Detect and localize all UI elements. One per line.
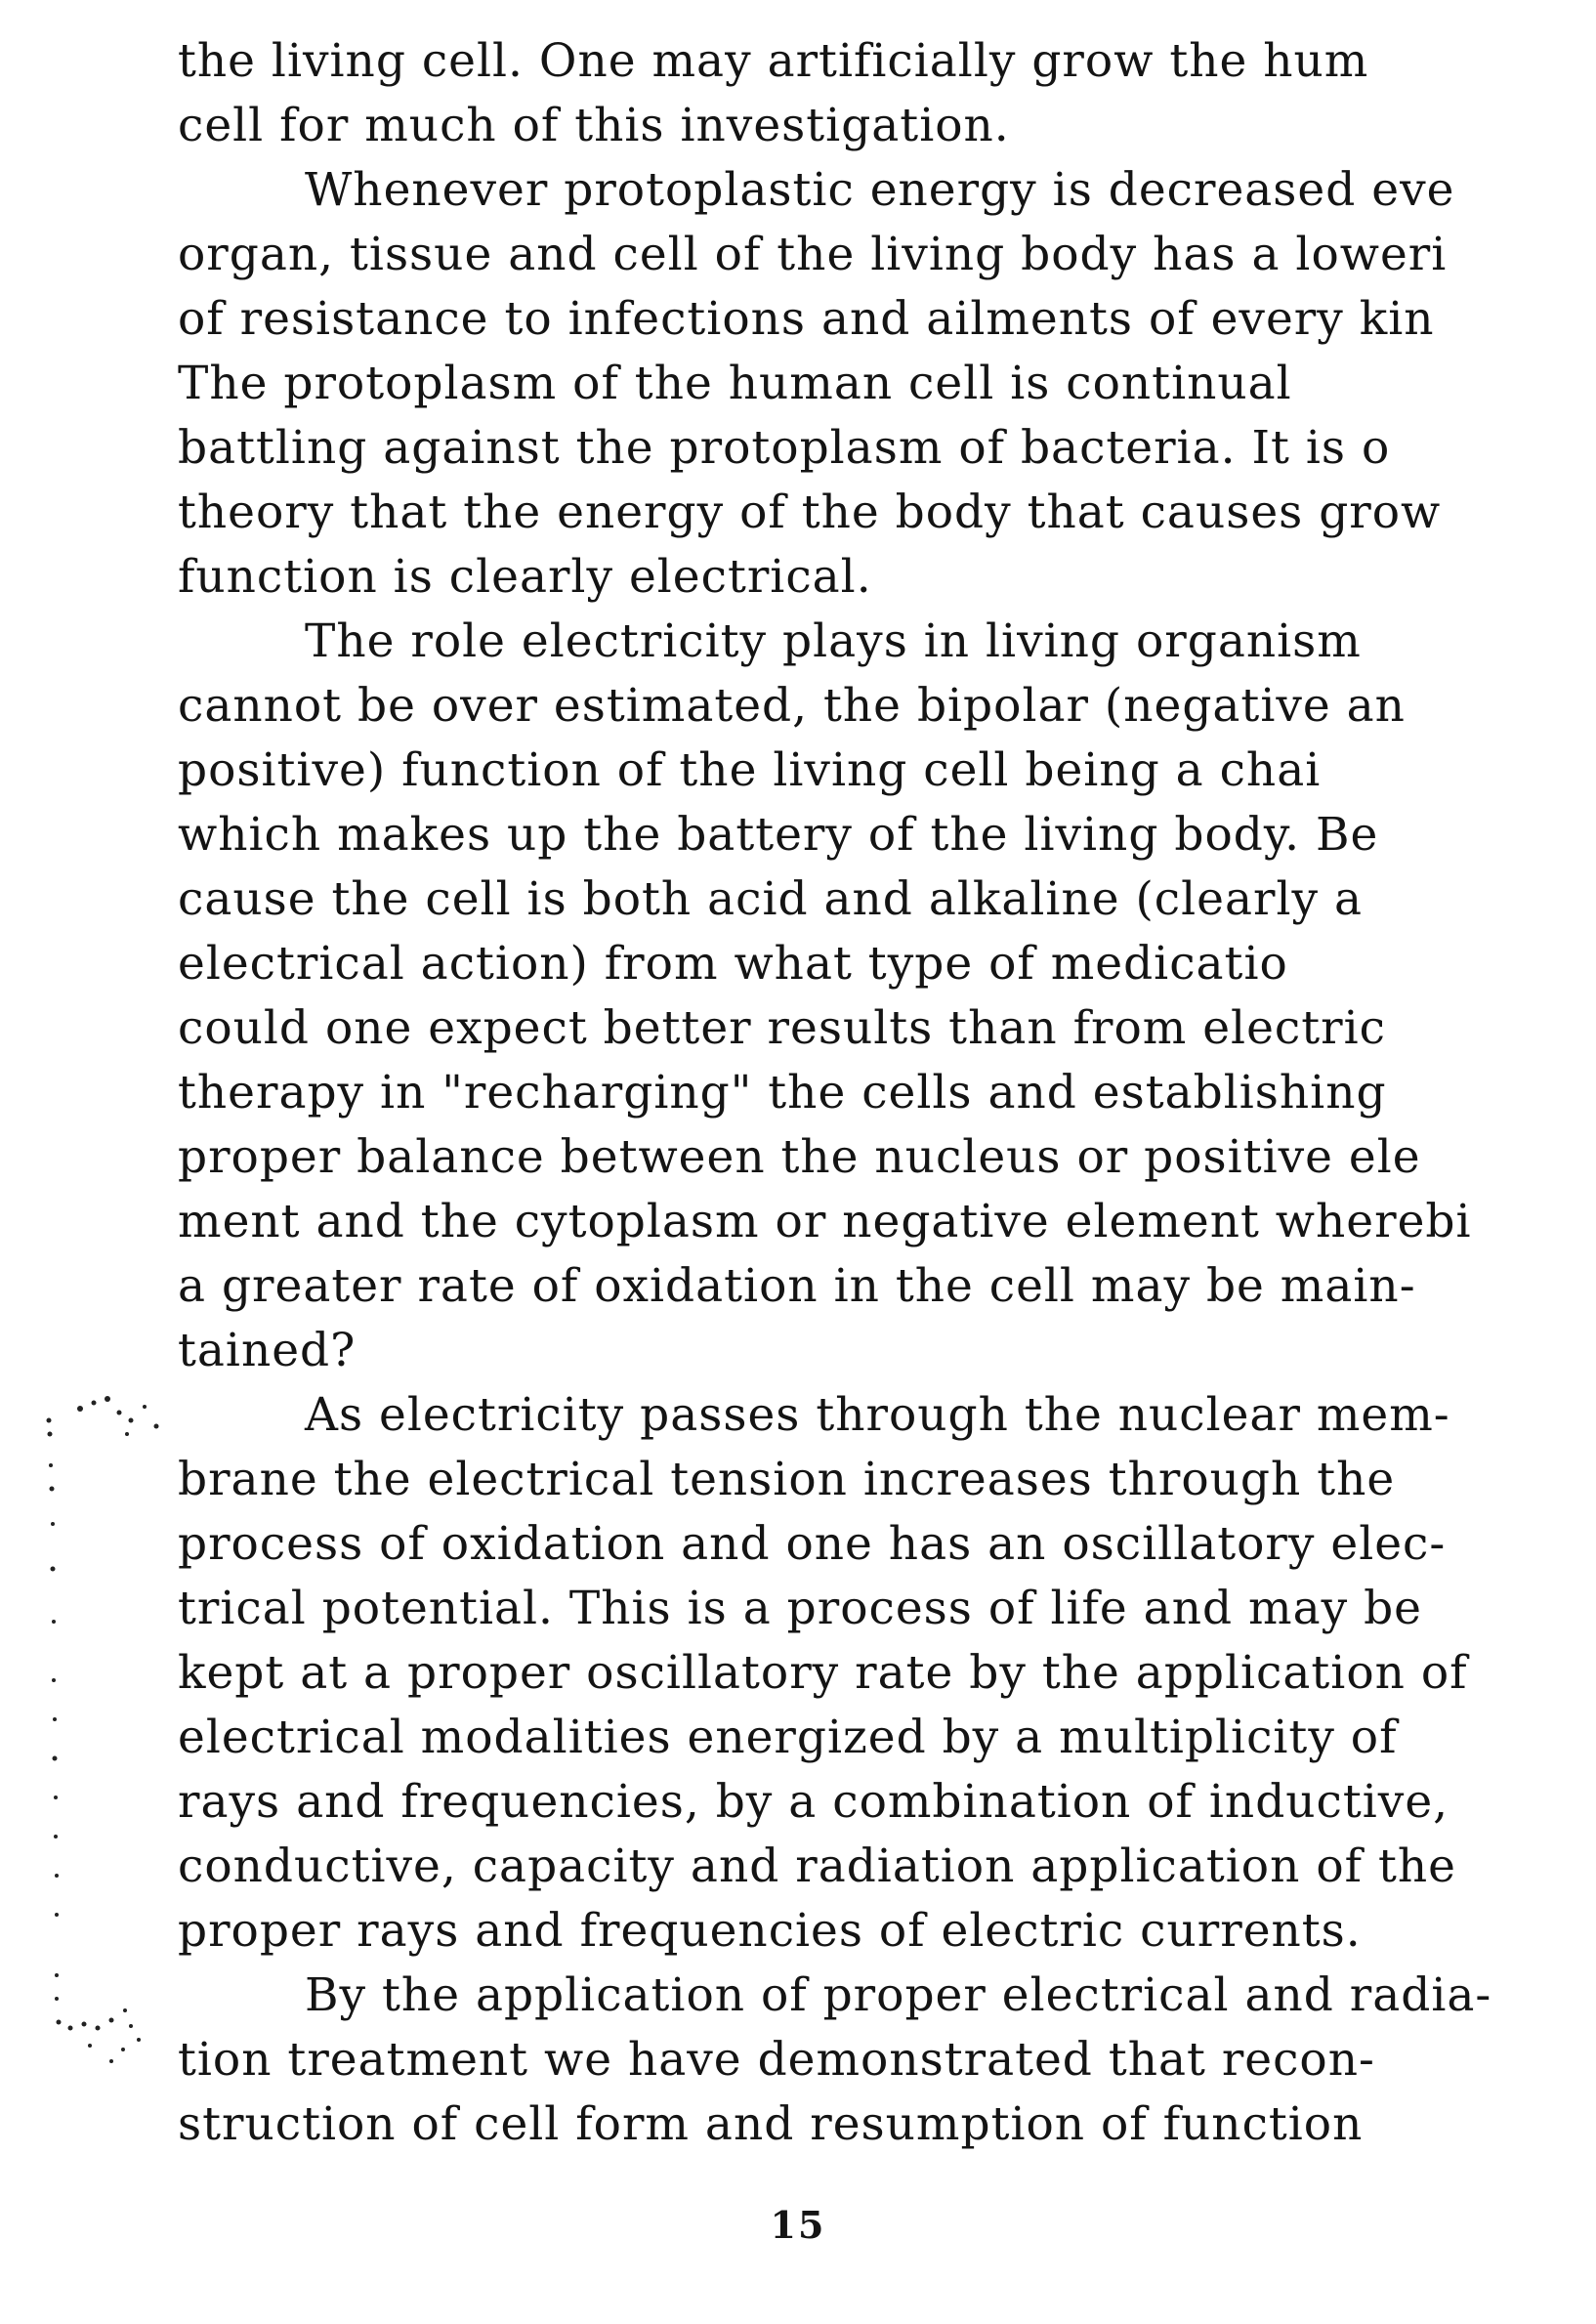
text-line: of resistance to infections and ailments of every kin [178,292,1435,346]
text-line: proper rays and frequencies of electric currents. [178,1904,1362,1958]
margin-pencil-mark-lower [29,1964,137,2100]
text-line: electrical modalities energized by a multiplicity of [178,1711,1398,1764]
text-line: battling against the protoplasm of bacteria. It is o [178,421,1391,475]
text-line: tion treatment we have demonstrated that recon- [178,2033,1375,2087]
paragraph-start-line: The role electricity plays in living organism [305,614,1362,668]
text-line: a greater rate of oxidation in the cell may be main- [178,1259,1416,1313]
text-line: brane the electrical tension increases through the [178,1453,1396,1506]
text-line: tained? [178,1324,357,1377]
text-line: the living cell. One may artificially grow the hum [178,34,1369,88]
text-line: cause the cell is both acid and alkaline (clearly a [178,872,1364,926]
text-line: therapy in "recharging" the cells and establishing [178,1066,1387,1120]
text-line: function is clearly electrical. [178,550,872,604]
margin-pencil-mark-upper [29,1387,137,1954]
text-line: struction of cell form and resumption of function [178,2097,1364,2151]
text-line: kept at a proper oscillatory rate by the application of [178,1646,1468,1700]
text-line: conductive, capacity and radiation application of the [178,1839,1456,1893]
paragraph-start-line: Whenever protoplastic energy is decreased eve [305,163,1455,217]
body-text [178,29,1565,2157]
page-number: 15 [770,2203,826,2247]
text-line: electrical action) from what type of medicatio [178,937,1288,991]
text-line: cell for much of this investigation. [178,99,1010,152]
text-line: process of oxidation and one has an oscillatory elec- [178,1517,1447,1571]
text-line: could one expect better results than from electric [178,1001,1386,1055]
text-line: trical potential. This is a process of life and may be [178,1582,1422,1635]
text-line: ment and the cytoplasm or negative element wherebi [178,1195,1472,1248]
text-line: proper balance between the nucleus or positive ele [178,1130,1421,1184]
paragraph-start-line: By the application of proper electrical and radia- [305,1968,1492,2022]
text-line: which makes up the battery of the living body. Be [178,808,1379,862]
text-line: rays and frequencies, by a combination of inductive, [178,1775,1449,1829]
text-line: The protoplasm of the human cell is continual [178,357,1292,410]
text-line: theory that the energy of the body that causes grow [178,486,1442,539]
text-line: cannot be over estimated, the bipolar (negative an [178,679,1406,733]
paragraph-start-line: As electricity passes through the nuclear mem- [305,1388,1450,1442]
text-line: organ, tissue and cell of the living body has a loweri [178,228,1448,281]
text-line: positive) function of the living cell being a chai [178,743,1322,797]
